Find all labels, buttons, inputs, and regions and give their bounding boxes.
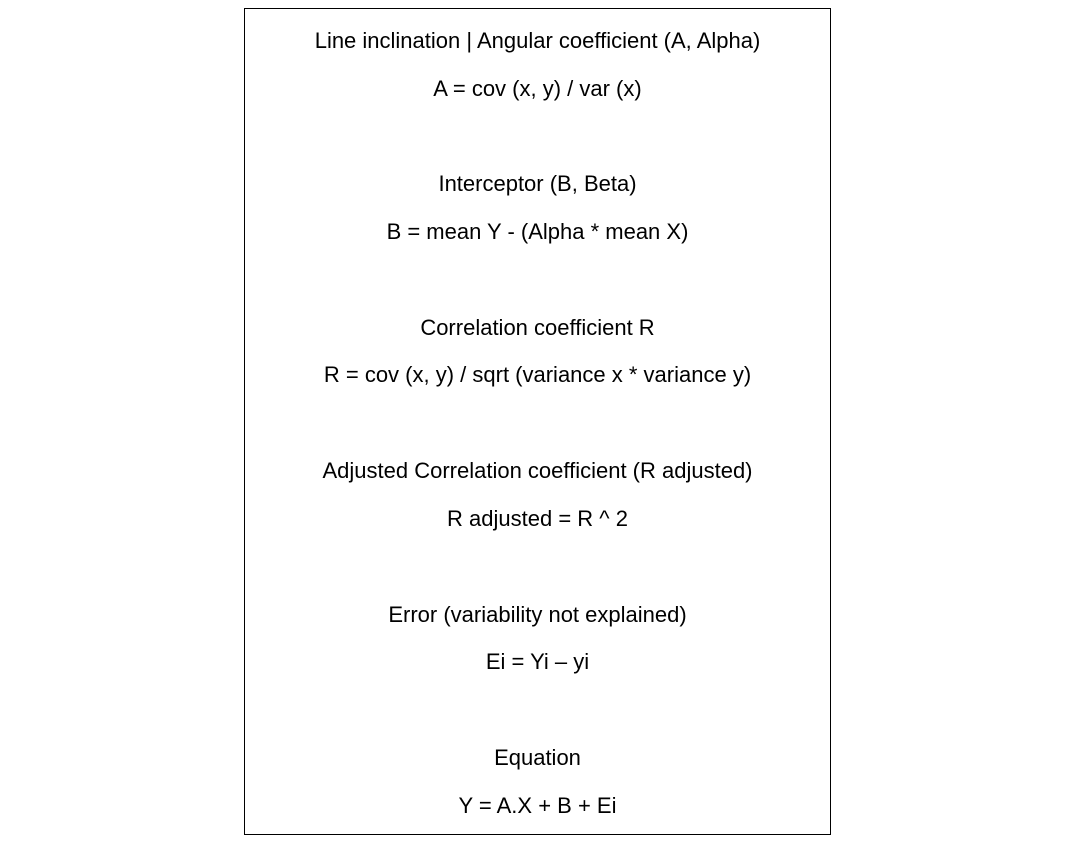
formula-correlation-coefficient: R = cov (x, y) / sqrt (variance x * variance y) — [323, 362, 752, 387]
formula-panel — [244, 8, 831, 835]
formula-interceptor: B = mean Y - (Alpha * mean X) — [386, 219, 689, 244]
section-title-correlation-coefficient: Correlation coefficient R — [420, 315, 655, 340]
formula-error: Ei = Yi – yi — [485, 649, 590, 674]
section-title-adjusted-correlation: Adjusted Correlation coefficient (R adjusted) — [322, 458, 753, 483]
formula-angular-coefficient: A = cov (x, y) / var (x) — [433, 76, 642, 101]
formula-adjusted-correlation: R adjusted = R ^ 2 — [447, 506, 628, 531]
formula-equation: Y = A.X + B + Ei — [458, 793, 617, 818]
section-title-equation: Equation — [494, 745, 581, 770]
section-title-line-inclination: Line inclination | Angular coefficient (A, Alpha) — [314, 28, 761, 53]
section-title-error: Error (variability not explained) — [388, 602, 687, 627]
section-title-interceptor: Interceptor (B, Beta) — [438, 171, 637, 196]
